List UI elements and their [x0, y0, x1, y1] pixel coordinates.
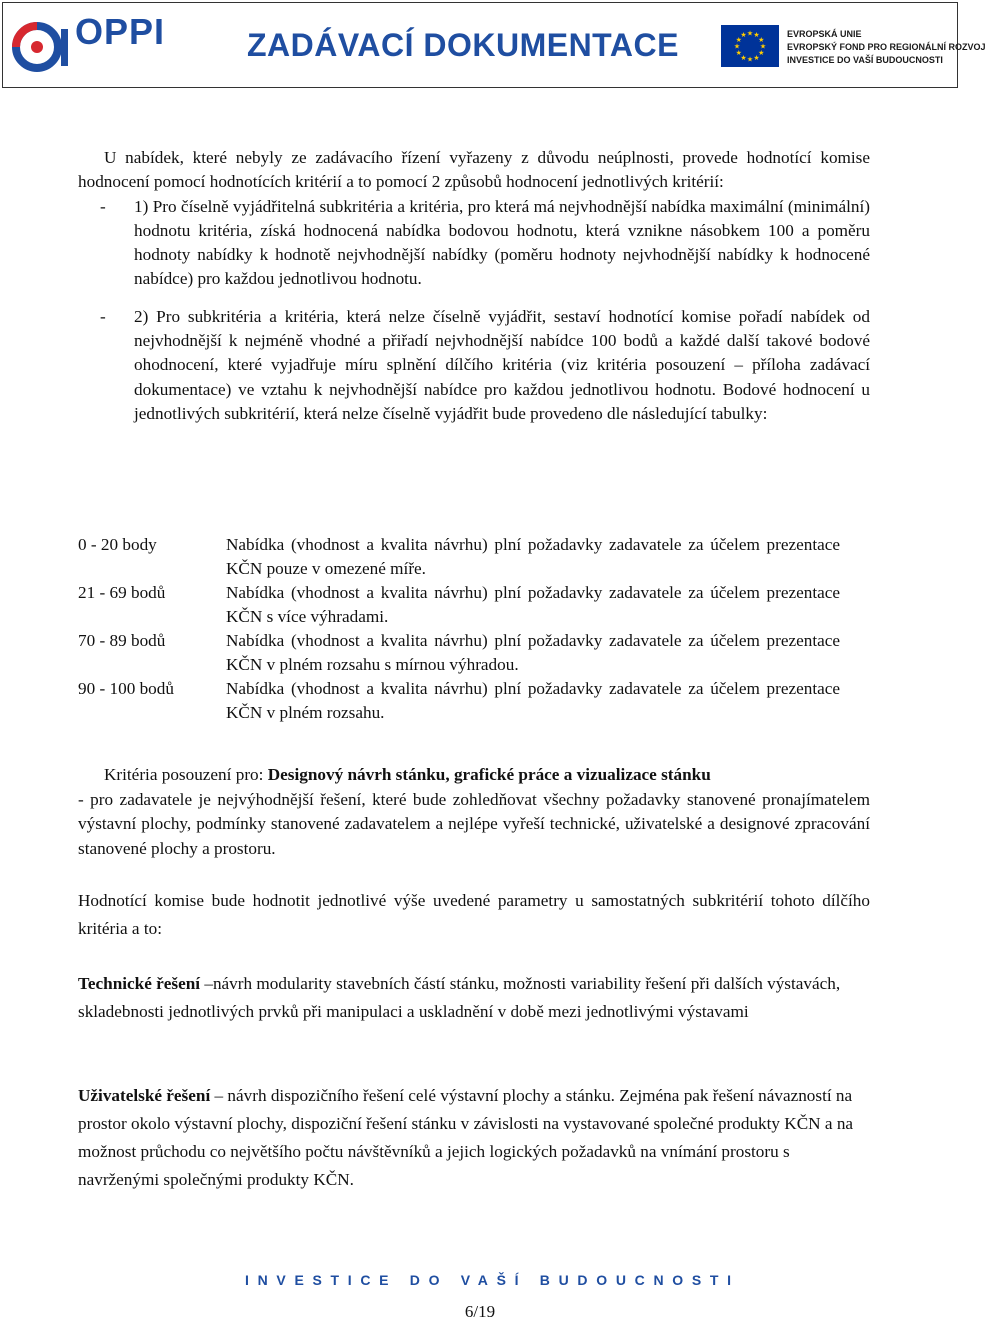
- technical-text: –návrh modularity stavebních částí stánku, možnosti variability řešení při dalších výstavách, skladebnosti jednotlivých prvků při manipulaci a uskladnění v době mezi jednotlivými výstavami: [78, 974, 841, 1021]
- eu-star-icon: ★: [740, 53, 747, 62]
- oppi-logo-text: OPPI: [75, 11, 166, 52]
- eu-star-icon: ★: [758, 49, 765, 57]
- evaluation-methods-section: [78, 146, 870, 426]
- list-item-text: 2) Pro subkritéria a kritéria, která nelze číselně vyjádřit, sestaví hodnotící komise pořadí nabídek od nejvhodnější k nejméně vhodné a přiřadí nejvhodnější nabídce 100 bodů a každé další takové bodové ohodnocení, které vyjadřuje míru splnění dílčího kritéria (viz kritéria posouzení – příloha zadávací dokumentace) ve vztahu k nejvhodnější nabídce pro každou jednotlivou hodnotu. Bodové hodnocení u jednotlivých subkritérií, která nelze číselně vyjádřit bude provedeno dle následující tabulky:: [134, 306, 870, 423]
- eu-star-icon: ★: [746, 55, 754, 64]
- eu-line: EVROPSKÝ FOND PRO REGIONÁLNÍ ROZVOJ: [787, 42, 986, 52]
- eu-star-icon: ★: [753, 53, 760, 62]
- list-item: [78, 305, 870, 426]
- criteria-text: - pro zadavatele je nejvýhodnější řešení, které bude zohledňovat všechny požadavky stanovené pronajímatelem výstavní plochy, podmínky stanovené zadavatelem a nejlépe vyřeší technické, uživatelské a designové zpracování stanovené plochy a prostoru.: [78, 789, 870, 858]
- list-dash: -: [100, 306, 106, 326]
- criteria-title: Designový návrh stánku, grafické práce a vizualizace stánku: [267, 765, 711, 784]
- eu-star-icon: ★: [746, 29, 754, 38]
- evaluation-paragraph: Hodnotící komise bude hodnotit jednotlivé výše uvedené parametry u samostatných subkritérií tohoto dílčího kritéria a to:: [78, 891, 870, 938]
- criteria-prefix: Kritéria posouzení pro:: [104, 765, 268, 784]
- criteria-section: [78, 763, 870, 861]
- user-label: Uživatelské řešení: [78, 1086, 211, 1105]
- criteria-heading: [78, 763, 870, 788]
- eu-star-icon: ★: [759, 42, 767, 51]
- eu-star-icon: ★: [735, 49, 742, 57]
- eu-line: INVESTICE DO VAŠÍ BUDOUCNOSTI: [787, 55, 943, 65]
- eu-star-icon: ★: [735, 36, 742, 44]
- score-row: [78, 629, 870, 677]
- list-item-text: 1) Pro číselně vyjádřitelná subkritéria a kritéria, pro která má nejvhodnější nabídka maximální (minimální) hodnotu kritéria, získá hodnocená nabídka bodovou hodnotu, která vznikne násobkem 100 a poměru hodnoty nabídky k hodnotě nejvhodnější nabídky (poměru hodnoty nejvhodnější nabídky k hodnocené nabídce) pro každou jednotlivou hodnotu.: [134, 196, 870, 289]
- score-row: [78, 677, 870, 725]
- eu-line: EVROPSKÁ UNIE: [787, 29, 862, 39]
- page-number: 6/19: [464, 1302, 496, 1321]
- eu-star-icon: ★: [758, 36, 765, 44]
- score-description: Nabídka (vhodnost a kvalita návrhu) plní požadavky zadavatele za účelem prezentace KČN pouze v omezené míře.: [226, 535, 840, 578]
- list-item: [78, 195, 870, 292]
- score-description: Nabídka (vhodnost a kvalita návrhu) plní požadavky zadavatele za účelem prezentace KČN v plném rozsahu.: [226, 679, 840, 722]
- page-header: [2, 2, 986, 88]
- score-range: 90 - 100 bodů: [78, 679, 174, 698]
- score-range: 0 - 20 body: [78, 535, 157, 554]
- score-table: [78, 533, 870, 725]
- score-description: Nabídka (vhodnost a kvalita návrhu) plní požadavky zadavatele za účelem prezentace KČN s více výhradami.: [226, 583, 840, 626]
- score-row: [78, 533, 870, 581]
- intro-paragraph: U nabídek, které nebyly ze zadávacího řízení vyřazeny z důvodu neúplnosti, provede hodnotící komise hodnocení pomocí hodnotících kritérií a to pomocí 2 způsobů hodnocení jednotlivých kritérií:: [78, 148, 870, 192]
- user-text: – návrh dispozičního řešení celé výstavní plochy a stánku. Zejména pak řešení návazností na prostor okolo výstavní plochy, dispoziční řešení stánku v závislosti na vystavované společné produkty KČN a na možnost průchodu co největšího počtu návštěvníků a jejich logických požadavků na vnímání prostoru s navrženými společnými produkty KČN.: [78, 1086, 854, 1189]
- technical-solution-paragraph: [78, 970, 870, 1026]
- eu-star-icon: ★: [753, 31, 760, 40]
- eu-flag-icon: [721, 25, 779, 67]
- eu-star-icon: ★: [733, 42, 741, 51]
- footer-slogan: INVESTICE DO VAŠÍ BUDOUCNOSTI: [245, 1272, 740, 1288]
- score-range: 70 - 89 bodů: [78, 631, 166, 650]
- list-dash: -: [100, 196, 106, 216]
- score-range: 21 - 69 bodů: [78, 583, 166, 602]
- eu-star-icon: ★: [740, 31, 747, 40]
- technical-label: Technické řešení: [78, 974, 201, 993]
- user-solution-paragraph: [78, 1082, 870, 1194]
- score-description: Nabídka (vhodnost a kvalita návrhu) plní požadavky zadavatele za účelem prezentace KČN v plném rozsahu s mírnou výhradou.: [226, 631, 840, 674]
- eu-funding-text: [787, 28, 986, 67]
- document-title: ZADÁVACÍ DOKUMENTACE: [247, 27, 679, 63]
- score-row: [78, 581, 870, 629]
